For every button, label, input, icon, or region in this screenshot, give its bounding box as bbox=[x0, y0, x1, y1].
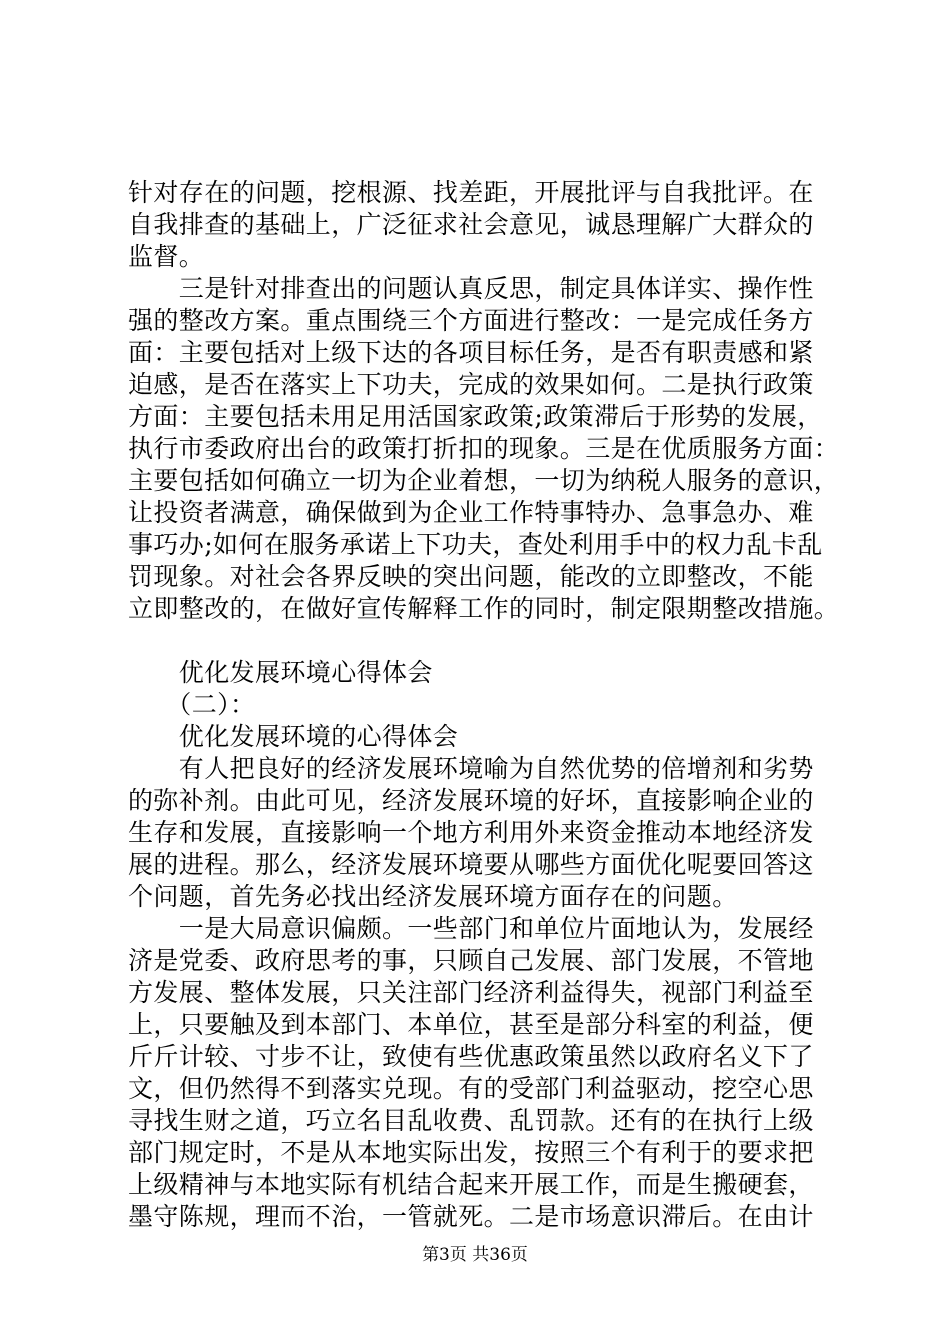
body-line: 主要包括如何确立一切为企业着想，一切为纳税人服务的意识， bbox=[128, 466, 840, 495]
section-subtitle: （二）： bbox=[128, 690, 256, 719]
body-line: 的弥补剂。由此可见，经济发展环境的好坏，直接影响企业的 bbox=[128, 786, 814, 815]
body-line: 寻找生财之道，巧立名目乱收费、乱罚款。还有的在执行上级 bbox=[128, 1106, 814, 1135]
page-number-footer: 第3页 共36页 bbox=[422, 1245, 528, 1265]
body-line: 监督。 bbox=[128, 242, 205, 271]
body-line: 强的整改方案。重点围绕三个方面进行整改：一是完成任务方 bbox=[128, 306, 814, 335]
body-line: 上，只要触及到本部门、本单位，甚至是部分科室的利益，便 bbox=[128, 1010, 814, 1039]
body-line: 生存和发展，直接影响一个地方利用外来资金推动本地经济发 bbox=[128, 818, 814, 847]
body-line: 事巧办;如何在服务承诺上下功夫，查处利用手中的权力乱卡乱 bbox=[128, 530, 823, 559]
body-line: 墨守陈规，理而不治，一管就死。二是市场意识滞后。在由计 bbox=[128, 1202, 814, 1231]
body-line: 针对存在的问题，挖根源、找差距，开展批评与自我批评。在 bbox=[128, 178, 814, 207]
body-line: 自我排查的基础上，广泛征求社会意见，诚恳理解广大群众的 bbox=[128, 210, 814, 239]
body-line: 方发展、整体发展，只关注部门经济利益得失，视部门利益至 bbox=[128, 978, 814, 1007]
body-line: 斤斤计较、寸步不让，致使有些优惠政策虽然以政府名义下了 bbox=[128, 1042, 814, 1071]
body-line: 罚现象。对社会各界反映的突出问题，能改的立即整改，不能 bbox=[128, 562, 814, 591]
body-line: 面：主要包括对上级下达的各项目标任务，是否有职责感和紧 bbox=[128, 338, 814, 367]
body-line: 有人把良好的经济发展环境喻为自然优势的倍增剂和劣势 bbox=[128, 754, 814, 783]
body-line: 执行市委政府出台的政策打折扣的现象。三是在优质服务方面： bbox=[128, 434, 840, 463]
body-line: 一是大局意识偏颇。一些部门和单位片面地认为，发展经 bbox=[128, 914, 814, 943]
body-line: 迫感，是否在落实上下功夫，完成的效果如何。二是执行政策 bbox=[128, 370, 814, 399]
body-line: 部门规定时，不是从本地实际出发，按照三个有利于的要求把 bbox=[128, 1138, 814, 1167]
body-line: 文，但仍然得不到落实兑现。有的受部门利益驱动，挖空心思 bbox=[128, 1074, 814, 1103]
body-line: 上级精神与本地实际有机结合起来开展工作，而是生搬硬套， bbox=[128, 1170, 814, 1199]
body-line: 让投资者满意，确保做到为企业工作特事特办、急事急办、难 bbox=[128, 498, 814, 527]
body-line: 个问题，首先务必找出经济发展环境方面存在的问题。 bbox=[128, 882, 738, 911]
body-line: 方面：主要包括未用足用活国家政策;政策滞后于形势的发展， bbox=[128, 402, 823, 431]
section-title: 优化发展环境心得体会 bbox=[128, 658, 433, 687]
section-heading: 优化发展环境的心得体会 bbox=[128, 722, 459, 751]
body-line: 展的进程。那么，经济发展环境要从哪些方面优化呢要回答这 bbox=[128, 850, 814, 879]
body-line: 济是党委、政府思考的事，只顾自己发展、部门发展，不管地 bbox=[128, 946, 814, 975]
body-line: 立即整改的，在做好宣传解释工作的同时，制定限期整改措施。 bbox=[128, 594, 840, 623]
body-line: 三是针对排查出的问题认真反思，制定具体详实、操作性 bbox=[128, 274, 814, 303]
